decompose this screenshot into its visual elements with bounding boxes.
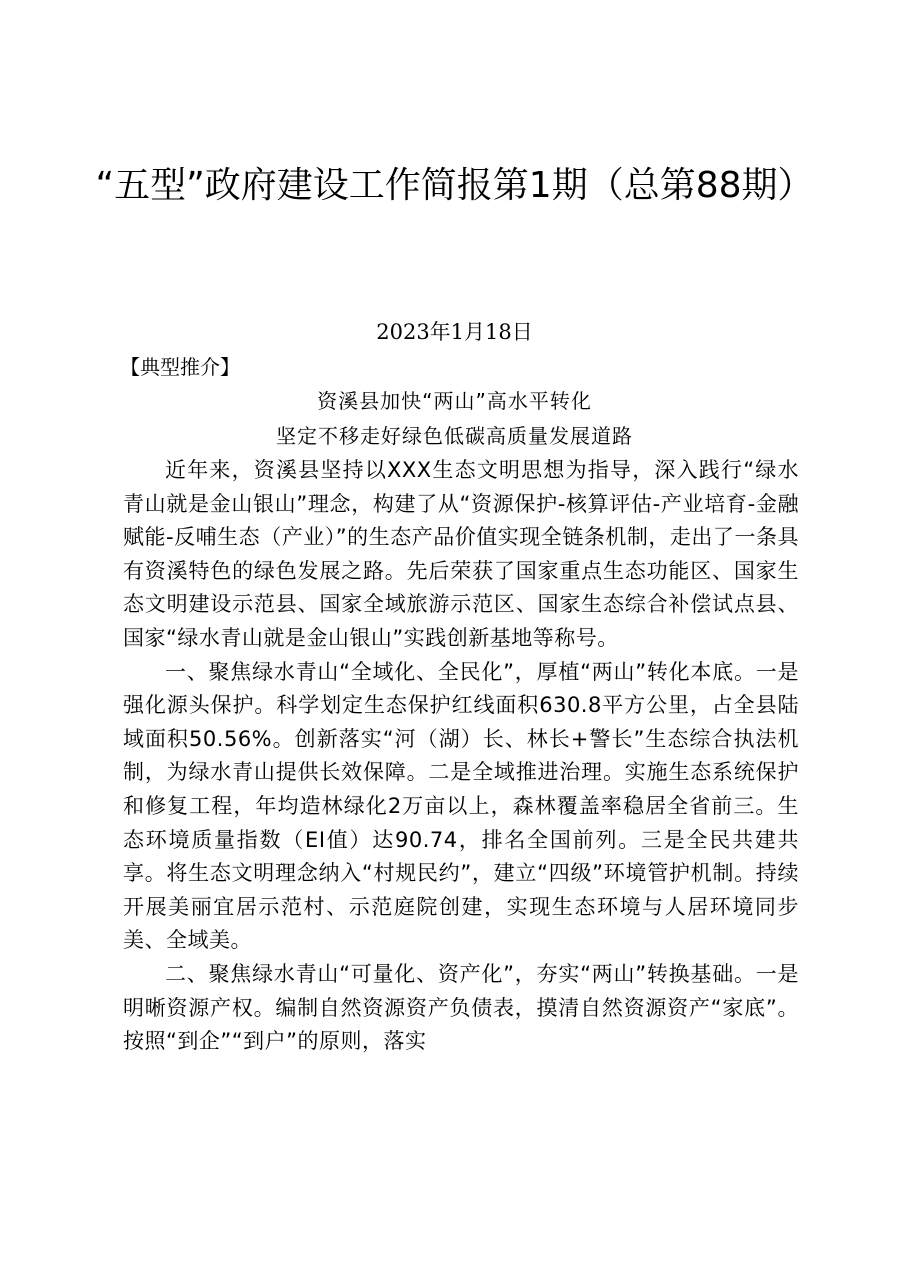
document-title: “五型”政府建设工作简报第1期（总第88期） [95, 165, 814, 206]
paragraph: 二、聚焦绿水青山“可量化、资产化”，夯实“两山”转换基础。一是明晰资源产权。编制自然资源资产负债表，摸清自然资源资产“家底”。按照“到企”“到户”的原则，落实 [123, 961, 799, 1054]
section-tag: 【典型推介】 [120, 355, 240, 379]
paragraph: 一、聚焦绿水青山“全域化、全民化”，厚植“两山”转化本底。一是强化源头保护。科学划定生态保护红线面积630.8平方公里，占全县陆域面积50.56%。创新落实“河（湖）长、林长+警长”生态综合执法机制，为绿水青山提供长效保障。二是全域推进治理。实施生态系统保护和修复工程，年均造林绿化2万亩以上，森林覆盖率稳居全省前三。生态环境质量指数（EI值）达90.74，排名全国前列。三是全民共建共享。将生态文明理念纳入“村规民约”，建立“四级”环境管护机制。持续开展美丽宜居示范村、示范庭院创建，实现生态环境与人居环境同步美、全域美。 [123, 659, 799, 953]
article-heading-line1: 资溪县加快“两山”高水平转化 [317, 389, 592, 413]
paragraph: 近年来，资溪县坚持以XXX生态文明思想为指导，深入践行“绿水青山就是金山银山”理念，构建了从“资源保护-核算评估-产业培育-金融赋能-反哺生态（产业）”的生态产品价值实现全链条机制，走出了一条具有资溪特色的绿色发展之路。先后荣获了国家重点生态功能区、国家生态文明建设示范县、国家全域旅游示范区、国家生态综合补偿试点县、国家“绿水青山就是金山银山”实践创新基地等称号。 [123, 458, 799, 650]
article-body [123, 454, 799, 1059]
document-date: 2023年1月18日 [376, 320, 533, 344]
article-heading-line2: 坚定不移走好绿色低碳高质量发展道路 [276, 424, 633, 448]
